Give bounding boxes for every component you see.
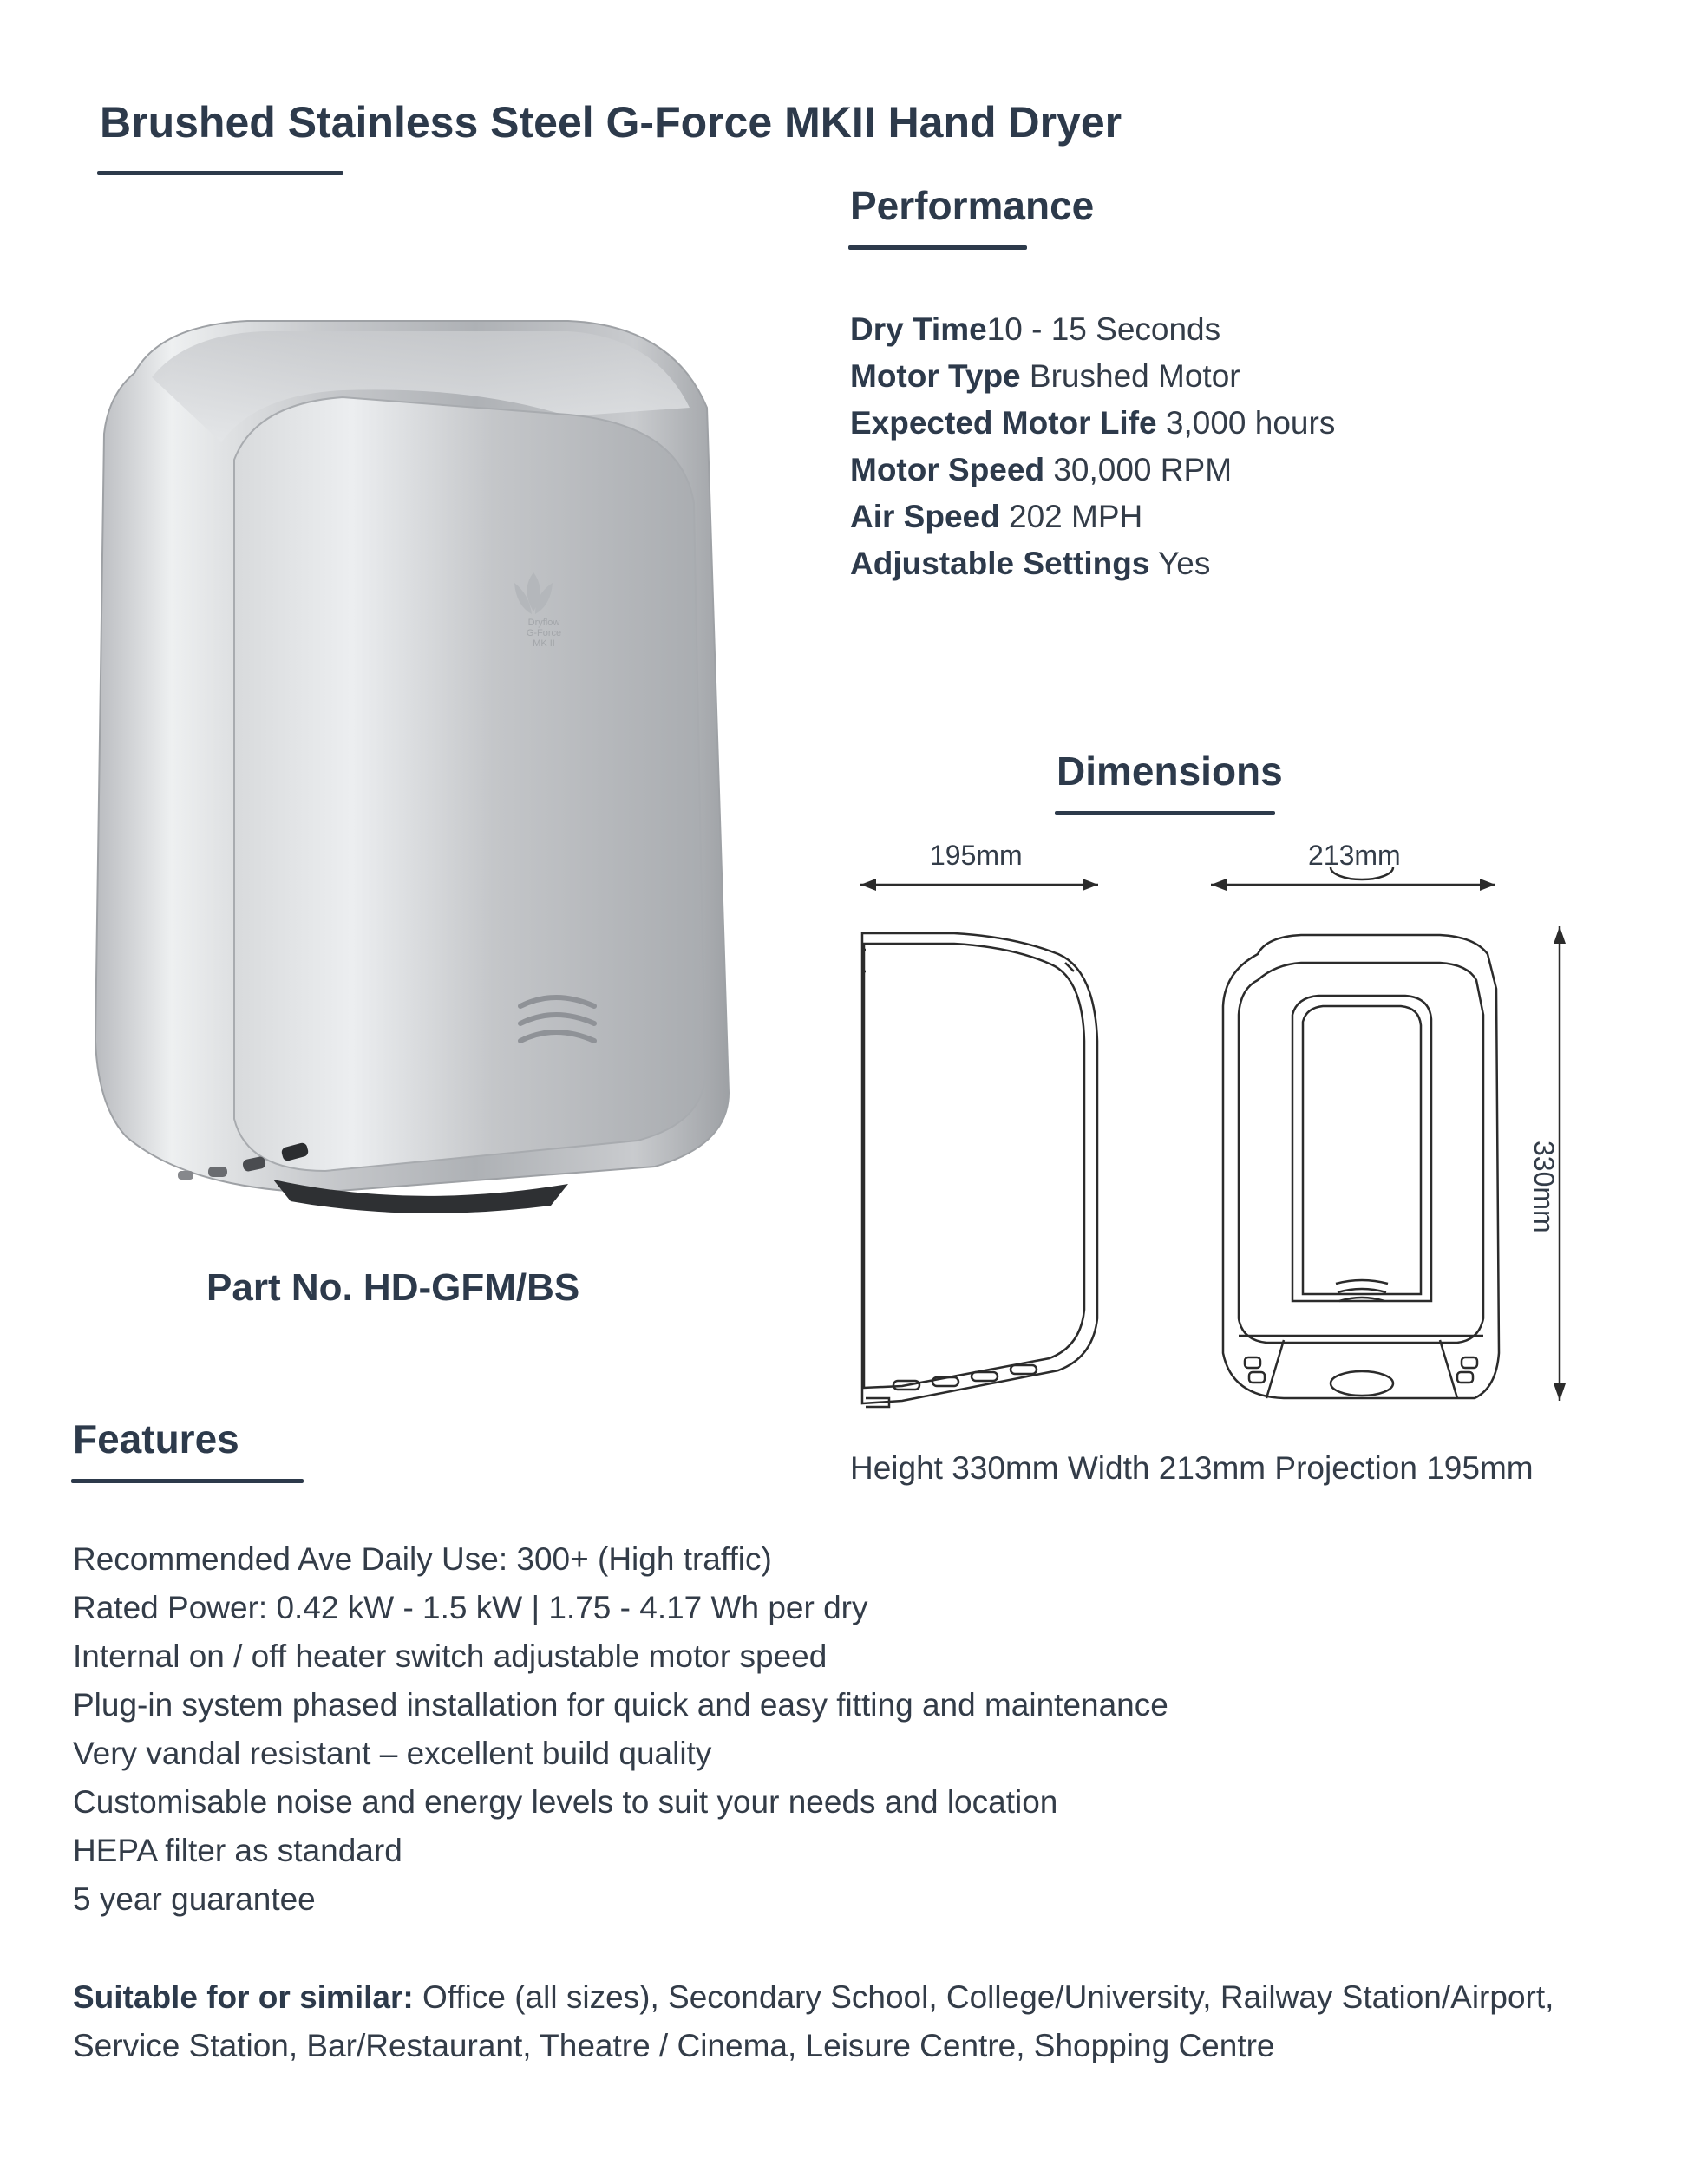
list-item: HEPA filter as standard	[73, 1833, 402, 1868]
list-item: Rated Power: 0.42 kW - 1.5 kW | 1.75 - 4.17 Wh per dry	[73, 1590, 868, 1625]
logo-line-1: Dryflow	[527, 618, 560, 628]
spec-value: Brushed Motor	[1020, 358, 1240, 394]
list-item: Recommended Ave Daily Use: 300+ (High traffic)	[73, 1541, 772, 1577]
features-underline	[71, 1479, 304, 1483]
spec-label: Air Speed	[850, 499, 1000, 534]
title-underline	[97, 171, 343, 175]
front-view-outline	[1223, 867, 1499, 1398]
spec-air-speed	[850, 494, 1335, 540]
spec-value: 10 - 15 Seconds	[986, 311, 1221, 347]
spec-label: Expected Motor Life	[850, 405, 1157, 441]
product-logo-text	[514, 618, 574, 649]
spec-label: Dry Time	[850, 311, 987, 347]
suitable-line-2: Service Station, Bar/Restaurant, Theatre / Cinema, Leisure Centre, Shopping Centre	[73, 2028, 1275, 2063]
spec-motor-life	[850, 400, 1335, 447]
spec-adjustable-settings	[850, 540, 1335, 587]
hand-dryer-image	[82, 312, 759, 1214]
width-label: 213mm	[1308, 840, 1401, 871]
projection-label: 195mm	[930, 840, 1023, 871]
spec-value: 3,000 hours	[1156, 405, 1336, 441]
list-item: Plug-in system phased installation for quick and easy fitting and maintenance	[73, 1687, 1168, 1723]
list-item: Very vandal resistant – excellent build quality	[73, 1736, 712, 1771]
spec-value: 30,000 RPM	[1044, 452, 1233, 487]
part-number: Part No. HD-GFM/BS	[206, 1266, 580, 1309]
suitable-for	[73, 1973, 1554, 2070]
spec-value: Yes	[1149, 546, 1211, 581]
height-label: 330mm	[1528, 1141, 1560, 1233]
performance-specs	[850, 306, 1335, 587]
dimensions-underline	[1055, 811, 1275, 815]
spec-label: Motor Speed	[850, 452, 1045, 487]
page-title: Brushed Stainless Steel G-Force MKII Hand Dryer	[100, 98, 1122, 147]
suitable-text-1: Office (all sizes), Secondary School, College/University, Railway Station/Airport,	[413, 1979, 1554, 2015]
spec-dry-time	[850, 306, 1335, 353]
side-view-outline	[862, 933, 1097, 1407]
spec-label: Motor Type	[850, 358, 1021, 394]
dimensions-heading: Dimensions	[1057, 749, 1283, 794]
spec-motor-speed	[850, 447, 1335, 494]
features-heading: Features	[73, 1416, 239, 1461]
spec-label: Adjustable Settings	[850, 546, 1150, 581]
list-item: Customisable noise and energy levels to suit your needs and location	[73, 1784, 1058, 1820]
dimensions-summary: Height 330mm Width 213mm Projection 195mm	[850, 1450, 1534, 1486]
features-list	[73, 1535, 1168, 1924]
spec-value: 202 MPH	[999, 499, 1143, 534]
logo-line-3: MK II	[533, 638, 555, 649]
suitable-line-1	[73, 1973, 1554, 2022]
spec-motor-type	[850, 353, 1335, 400]
performance-underline	[848, 245, 1027, 250]
dimension-drawing	[850, 867, 1613, 1422]
logo-line-2: G-Force	[526, 628, 562, 638]
performance-heading: Performance	[850, 183, 1095, 228]
suitable-label: Suitable for or similar:	[73, 1979, 414, 2015]
list-item: 5 year guarantee	[73, 1881, 316, 1917]
list-item: Internal on / off heater switch adjustable motor speed	[73, 1638, 828, 1674]
